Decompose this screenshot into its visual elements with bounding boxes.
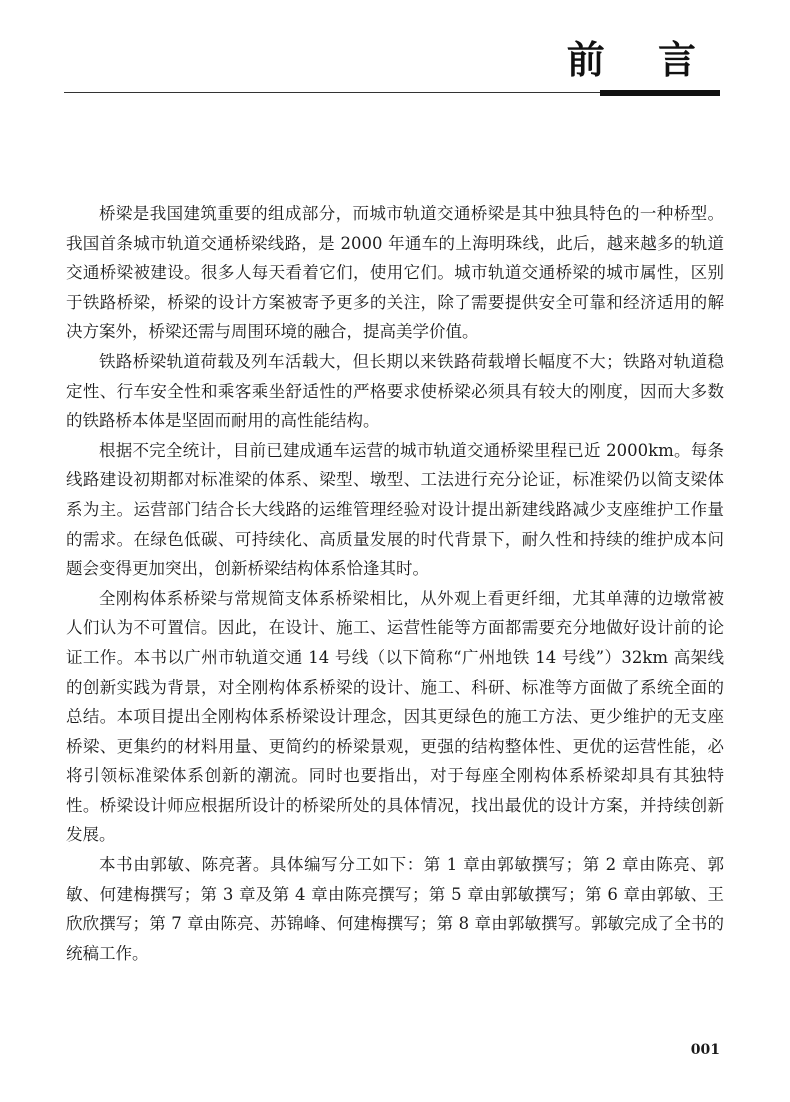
header-rule-accent xyxy=(600,90,720,96)
paragraph-4: 全刚构体系桥梁与常规简支体系桥梁相比，从外观上看更纤细，尤其单薄的边墩常被人们认为不可置信。因此，在设计、施工、运营性能等方面都需要充分地做好设计前的论证工作。本书以广州市轨道交通 14 号线（以下简称“广州地铁 14 号线”）32km 高架线的创新实践为背景，对全刚构体系桥梁的设计、施工、科研、标准等方面做了系统全面的总结。本项目提出全刚构体系桥梁设计理念，因其更绿色的施工方法、更少维护的无支座桥梁、更集约的材料用量、更简约的桥梁景观，更强的结构整体性、更优的运营性能，必将引领标准梁体系创新的潮流。同时也要指出，对于每座全刚构体系桥梁却具有其独特性。桥梁设计师应根据所设计的桥梁所处的具体情况，找出最优的设计方案，并持续创新发展。 xyxy=(66,588,724,845)
paragraph-1: 桥梁是我国建筑重要的组成部分，而城市轨道交通桥梁是其中独具特色的一种桥型。我国首条城市轨道交通桥梁线路，是 2000 年通车的上海明珠线，此后，越来越多的轨道交通桥梁被建设。很多人每天看着它们，使用它们。城市轨道交通桥梁的城市属性，区别于铁路桥梁，桥梁的设计方案被寄予更多的关注，除了需要提供安全可靠和经济适用的解决方案外，桥梁还需与周围环境的融合，提高美学价值。 xyxy=(66,204,724,342)
paragraph-5: 本书由郭敏、陈亮著。具体编写分工如下：第 1 章由郭敏撰写；第 2 章由陈亮、郭敏、何建梅撰写；第 3 章及第 4 章由陈亮撰写；第 5 章由郭敏撰写；第 6 章由郭敏、王欣欣撰写；第 7 章由陈亮、苏锦峰、何建梅撰写；第 8 章由郭敏撰写。郭敏完成了全书的统稿工作。 xyxy=(66,855,724,963)
body-text xyxy=(66,199,724,968)
header-rule xyxy=(64,92,604,93)
paragraph-2: 铁路桥梁轨道荷载及列车活载大，但长期以来铁路荷载增长幅度不大；铁路对轨道稳定性、行车安全性和乘客乘坐舒适性的严格要求使桥梁必须具有较大的刚度，因而大多数的铁路桥本体是坚固而耐用的高性能结构。 xyxy=(66,351,724,431)
paragraph-3: 根据不完全统计，目前已建成通车运营的城市轨道交通桥梁里程已近 2000km。每条线路建设初期都对标准梁的体系、梁型、墩型、工法进行充分论证，标准梁仍以简支梁体系为主。运营部门结合长大线路的运维管理经验对设计提出新建线路减少支座维护工作量的需求。在绿色低碳、可持续化、高质量发展的时代背景下，耐久性和持续的维护成本问题会变得更加突出，创新桥梁结构体系恰逢其时。 xyxy=(66,440,724,579)
page-title: 前 言 xyxy=(566,37,716,82)
page-number: 001 xyxy=(690,1042,720,1058)
